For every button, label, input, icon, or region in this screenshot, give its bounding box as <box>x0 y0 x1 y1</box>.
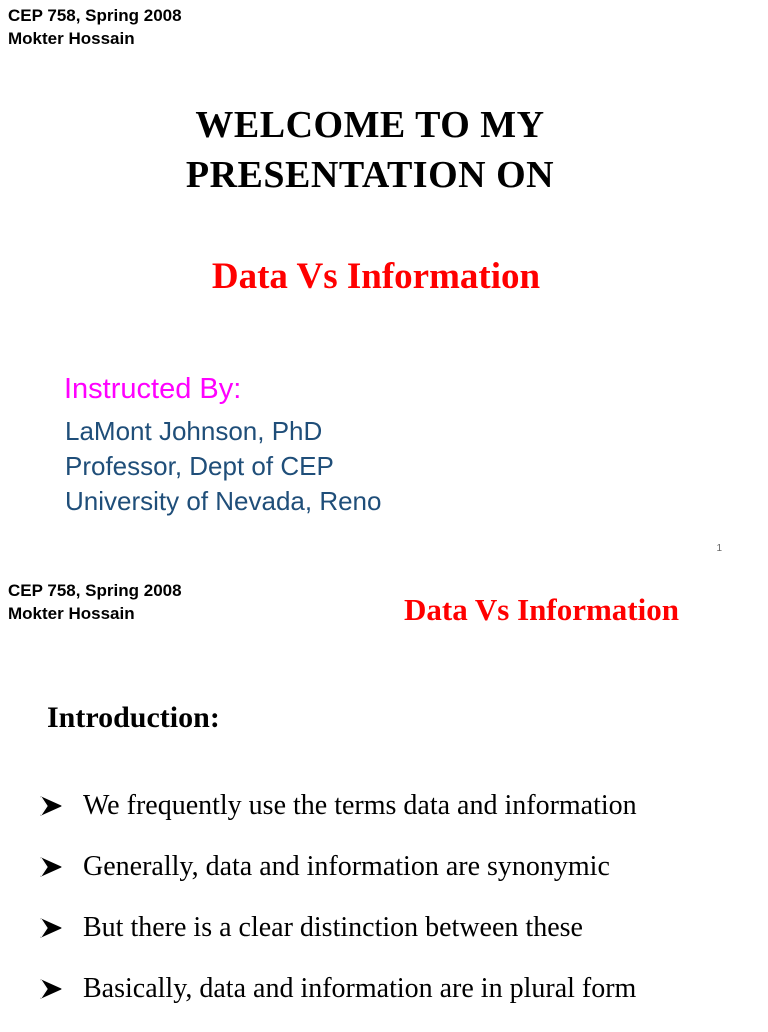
slide-title: Data Vs Information <box>404 592 679 627</box>
arrowhead-bullet-icon <box>40 979 62 999</box>
instructor-name: LaMont Johnson, PhD <box>65 416 323 446</box>
arrowhead-bullet-icon <box>40 857 62 877</box>
author-label: Mokter Hossain <box>8 29 135 48</box>
list-item <box>40 849 637 910</box>
bullet-text: Basically, data and information are in plural form <box>83 973 637 1004</box>
slide-2 <box>0 566 768 1024</box>
arrowhead-bullet-icon <box>40 796 62 816</box>
presentation-topic: Data Vs Information <box>211 256 541 297</box>
bullet-text: Generally, data and information are synonymic <box>83 851 610 882</box>
author-label: Mokter Hossain <box>8 604 135 623</box>
instructor-university: University of Nevada, Reno <box>65 486 382 516</box>
instructor-title: Professor, Dept of CEP <box>65 451 334 481</box>
bullet-list <box>40 788 637 1032</box>
welcome-title-line-2: PRESENTATION ON <box>185 154 555 196</box>
course-label: CEP 758, Spring 2008 <box>8 581 182 600</box>
bullet-text: But there is a clear distinction between these <box>83 912 583 943</box>
section-heading: Introduction: <box>47 701 220 734</box>
list-item <box>40 788 637 849</box>
page-number: 1 <box>716 543 722 554</box>
list-item <box>40 910 637 971</box>
arrowhead-bullet-icon <box>40 918 62 938</box>
list-item <box>40 971 637 1032</box>
instructed-by-label: Instructed By: <box>64 373 242 405</box>
bullet-text: We frequently use the terms data and information <box>83 790 637 821</box>
course-label: CEP 758, Spring 2008 <box>8 6 182 25</box>
welcome-title-line-1: WELCOME TO MY <box>195 104 545 146</box>
